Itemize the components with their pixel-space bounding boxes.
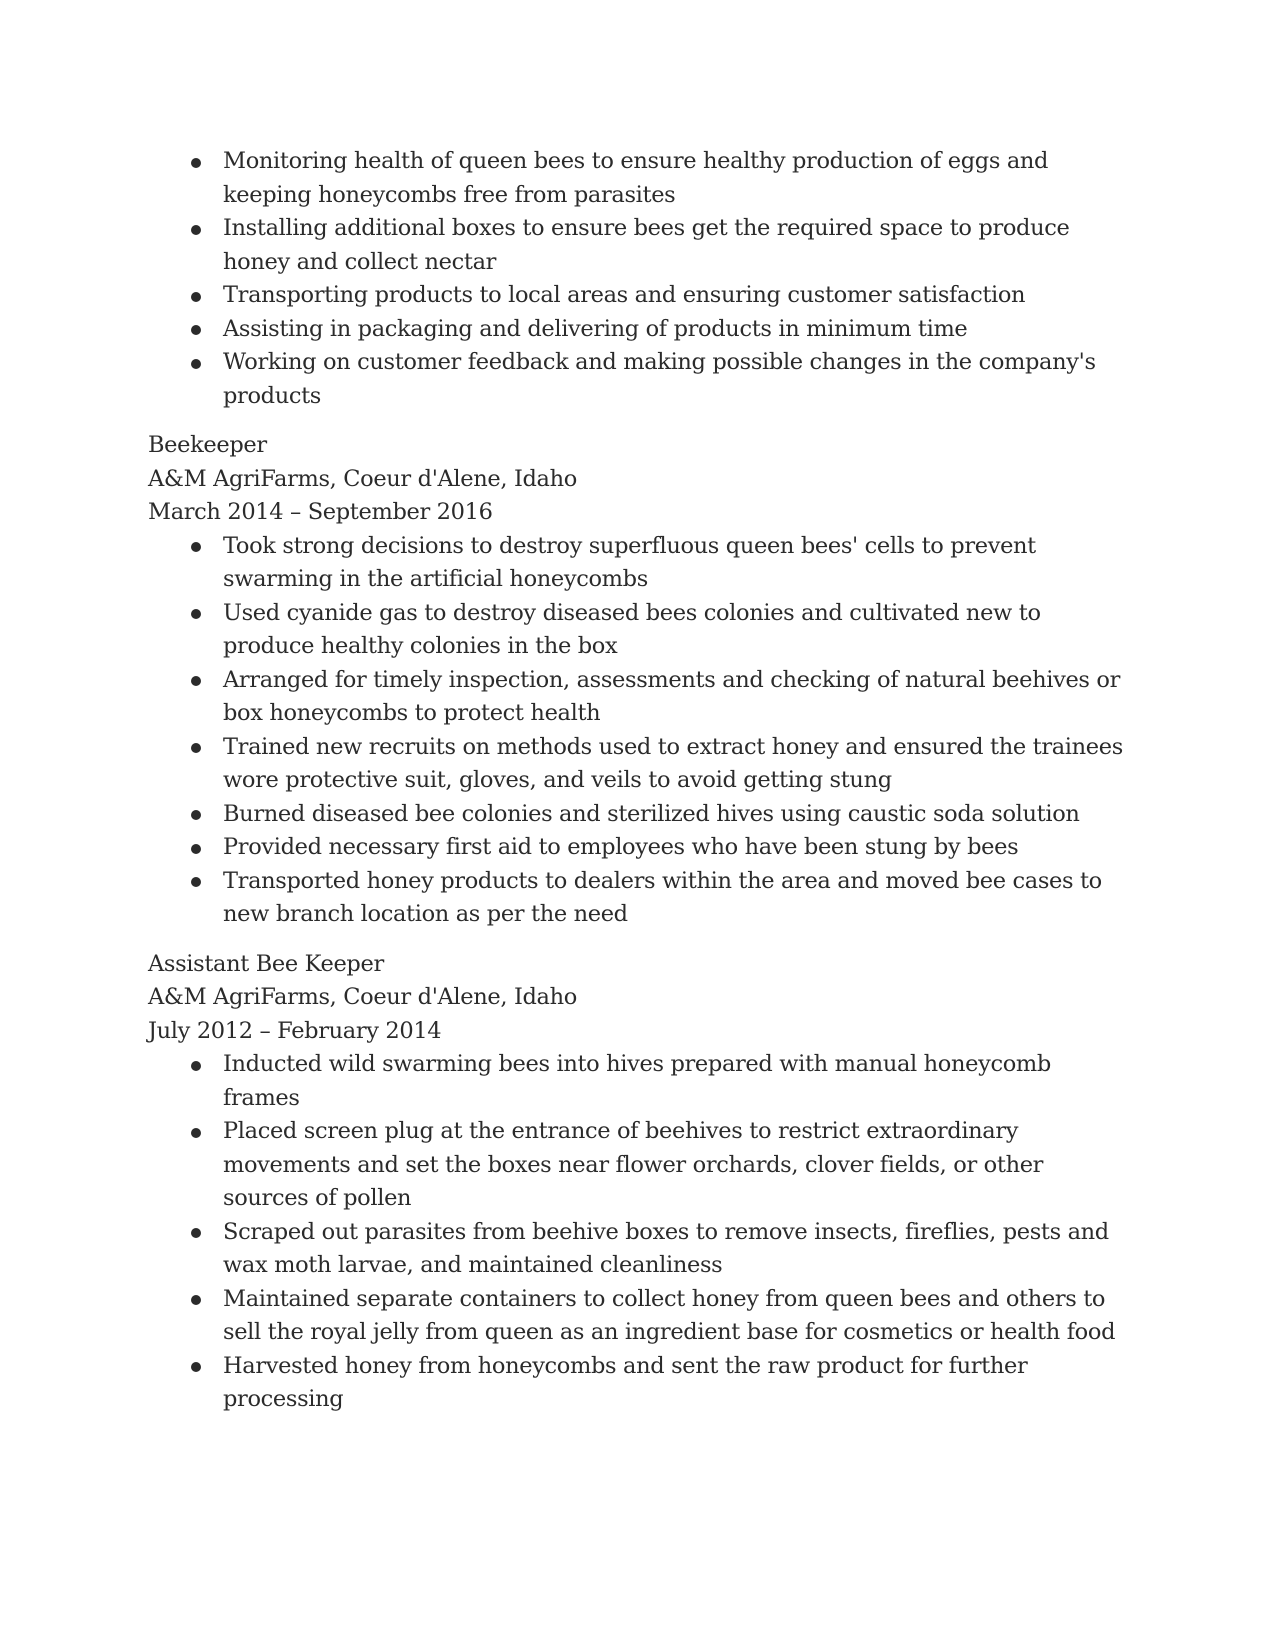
list-item: Assisting in packaging and delivering of products in minimum time bbox=[148, 313, 1123, 347]
job-title: Assistant Bee Keeper bbox=[148, 950, 384, 977]
job-title: Beekeeper bbox=[148, 432, 267, 458]
bullet-icon bbox=[191, 609, 201, 619]
bullet-icon bbox=[191, 325, 201, 335]
bullet-icon bbox=[191, 158, 201, 168]
job-bullet-list bbox=[148, 530, 1123, 932]
job-bullet-list bbox=[148, 1048, 1123, 1417]
list-item: Trained new recruits on methods used to extract honey and ensured the trainees wore protective suit, gloves, and veils to avoid getting stung bbox=[148, 731, 1123, 798]
list-item: Took strong decisions to destroy superfluous queen bees' cells to prevent swarming in the artificial honeycombs bbox=[148, 530, 1123, 597]
bullet-icon bbox=[191, 542, 201, 552]
bullet-icon bbox=[191, 676, 201, 686]
job-company: A&M AgriFarms, Coeur d'Alene, Idaho bbox=[148, 984, 577, 1010]
bullet-icon bbox=[191, 359, 201, 369]
list-item: Scraped out parasites from beehive boxes to remove insects, fireflies, pests and wax moth larvae, and maintained cleanliness bbox=[148, 1216, 1123, 1283]
list-item: Used cyanide gas to destroy diseased bees colonies and cultivated new to produce healthy colonies in the box bbox=[148, 597, 1123, 664]
bullet-icon bbox=[191, 1295, 201, 1305]
bullet-icon bbox=[191, 225, 201, 235]
list-item: Inducted wild swarming bees into hives prepared with manual honeycomb frames bbox=[148, 1048, 1123, 1115]
list-item: Transported honey products to dealers within the area and moved bee cases to new branch location as per the need bbox=[148, 865, 1123, 932]
list-item: Harvested honey from honeycombs and sent the raw product for further processing bbox=[148, 1350, 1123, 1417]
list-item: Installing additional boxes to ensure bees get the required space to produce honey and collect nectar bbox=[148, 212, 1123, 279]
bullet-icon bbox=[191, 1061, 201, 1071]
job-entry-assistant-bee-keeper bbox=[148, 948, 1123, 1417]
bullet-icon bbox=[191, 743, 201, 753]
list-item: Monitoring health of queen bees to ensure healthy production of eggs and keeping honeycombs free from parasites bbox=[148, 145, 1123, 212]
bullet-icon bbox=[191, 1362, 201, 1372]
job-dates: July 2012 – February 2014 bbox=[148, 1017, 442, 1044]
bullet-icon bbox=[191, 1228, 201, 1238]
job-entry-beekeeper bbox=[148, 429, 1123, 932]
resume-content bbox=[148, 145, 1123, 1417]
bullet-icon bbox=[191, 292, 201, 302]
list-item: Transporting products to local areas and ensuring customer satisfaction bbox=[148, 279, 1123, 313]
list-item: Maintained separate containers to collect honey from queen bees and others to sell the royal jelly from queen as an ingredient base for cosmetics or health food bbox=[148, 1283, 1123, 1350]
list-item: Provided necessary first aid to employees who have been stung by bees bbox=[148, 831, 1123, 865]
continued-bullet-list bbox=[148, 145, 1123, 413]
job-dates: March 2014 – September 2016 bbox=[148, 499, 493, 525]
bullet-icon bbox=[191, 877, 201, 887]
list-item: Placed screen plug at the entrance of beehives to restrict extraordinary movements and set the boxes near flower orchards, clover fields, or other sources of pollen bbox=[148, 1115, 1123, 1216]
bullet-icon bbox=[191, 844, 201, 854]
bullet-icon bbox=[191, 810, 201, 820]
job-company: A&M AgriFarms, Coeur d'Alene, Idaho bbox=[148, 465, 577, 492]
bullet-icon bbox=[191, 1128, 201, 1138]
list-item: Arranged for timely inspection, assessments and checking of natural beehives or box honeycombs to protect health bbox=[148, 664, 1123, 731]
list-item: Burned diseased bee colonies and sterilized hives using caustic soda solution bbox=[148, 798, 1123, 832]
list-item: Working on customer feedback and making possible changes in the company's products bbox=[148, 346, 1123, 413]
